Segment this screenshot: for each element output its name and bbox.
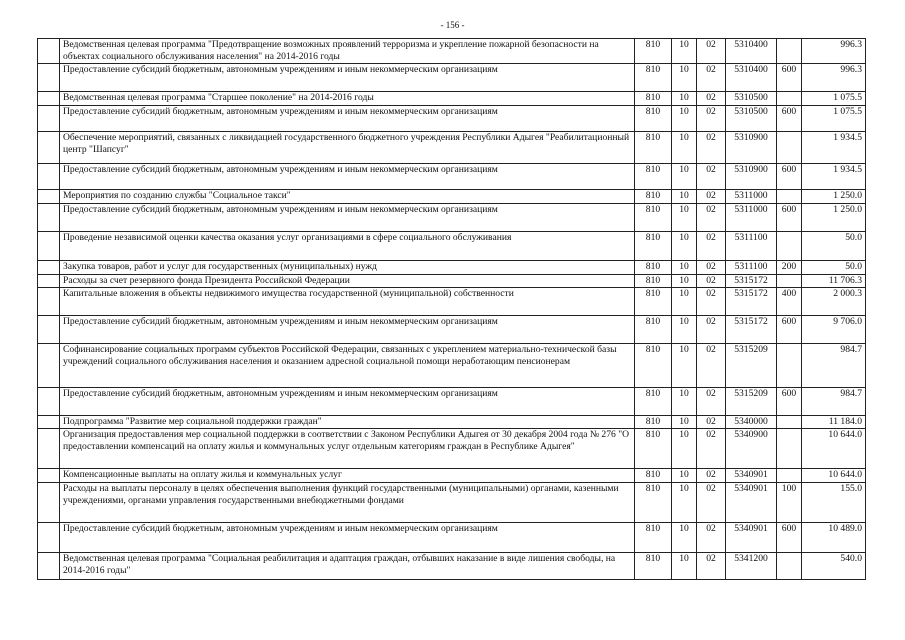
- cell-name: Расходы на выплаты персоналу в целях обеспечения выполнения функций государственными (муниципальными) органами, казенными учреждениями, органами управления государственными внебюджетными фондами: [60, 483, 635, 523]
- cell-name: Обеспечение мероприятий, связанных с ликвидацией государственного бюджетного учреждения Республики Адыгея "Реабилитационный центр "Шапсуг": [60, 132, 635, 164]
- table-row: [38, 523, 866, 553]
- table-row: [38, 164, 866, 190]
- cell-sum: 1 250.0: [802, 204, 866, 232]
- table-row: [38, 39, 866, 64]
- cell-pr: 02: [697, 164, 726, 190]
- table-row: [38, 388, 866, 416]
- row-blank-cell: [38, 190, 60, 204]
- cell-sum: 50.0: [802, 232, 866, 261]
- cell-sum: 1 934.5: [802, 164, 866, 190]
- cell-grbs: 810: [635, 204, 672, 232]
- cell-csr: 5310400: [726, 64, 777, 92]
- row-blank-cell: [38, 106, 60, 132]
- cell-vr: [777, 416, 802, 429]
- row-blank-cell: [38, 344, 60, 388]
- cell-vr: 100: [777, 483, 802, 523]
- cell-vr: [777, 132, 802, 164]
- cell-pr: 02: [697, 344, 726, 388]
- cell-rz: 10: [672, 39, 697, 64]
- cell-pr: 02: [697, 429, 726, 469]
- cell-vr: 200: [777, 261, 802, 275]
- cell-rz: 10: [672, 316, 697, 344]
- cell-name: Капитальные вложения в объекты недвижимого имущества государственной (муниципальной) собственности: [60, 288, 635, 316]
- table-row: [38, 483, 866, 523]
- cell-sum: 1 934.5: [802, 132, 866, 164]
- cell-grbs: 810: [635, 106, 672, 132]
- cell-rz: 10: [672, 416, 697, 429]
- table-row: [38, 92, 866, 106]
- cell-csr: 5340901: [726, 523, 777, 553]
- cell-pr: 02: [697, 388, 726, 416]
- row-blank-cell: [38, 416, 60, 429]
- cell-grbs: 810: [635, 261, 672, 275]
- cell-rz: 10: [672, 288, 697, 316]
- cell-grbs: 810: [635, 553, 672, 580]
- cell-vr: [777, 190, 802, 204]
- row-blank-cell: [38, 275, 60, 288]
- cell-sum: 1 250.0: [802, 190, 866, 204]
- cell-sum: 9 706.0: [802, 316, 866, 344]
- cell-name: Мероприятия по созданию службы "Социальное такси": [60, 190, 635, 204]
- table-row: [38, 190, 866, 204]
- cell-sum: 996.3: [802, 64, 866, 92]
- cell-csr: 5341200: [726, 553, 777, 580]
- cell-name: Предоставление субсидий бюджетным, автономным учреждениям и иным некоммерческим организациям: [60, 106, 635, 132]
- cell-vr: 600: [777, 64, 802, 92]
- cell-sum: 10 644.0: [802, 429, 866, 469]
- budget-table: [37, 38, 866, 580]
- cell-vr: 600: [777, 204, 802, 232]
- cell-rz: 10: [672, 275, 697, 288]
- cell-rz: 10: [672, 92, 697, 106]
- row-blank-cell: [38, 388, 60, 416]
- cell-name: Ведомственная целевая программа "Социальная реабилитация и адаптация граждан, отбывших наказание в виде лишения свободы, на 2014-2016 годы": [60, 553, 635, 580]
- cell-csr: 5315172: [726, 316, 777, 344]
- row-blank-cell: [38, 39, 60, 64]
- cell-rz: 10: [672, 523, 697, 553]
- cell-vr: [777, 429, 802, 469]
- cell-sum: 50.0: [802, 261, 866, 275]
- cell-sum: 996.3: [802, 39, 866, 64]
- cell-name: Закупка товаров, работ и услуг для государственных (муниципальных) нужд: [60, 261, 635, 275]
- cell-name: Предоставление субсидий бюджетным, автономным учреждениям и иным некоммерческим организациям: [60, 64, 635, 92]
- cell-grbs: 810: [635, 232, 672, 261]
- cell-grbs: 810: [635, 416, 672, 429]
- cell-csr: 5340900: [726, 429, 777, 469]
- cell-rz: 10: [672, 469, 697, 483]
- cell-name: Предоставление субсидий бюджетным, автономным учреждениям и иным некоммерческим организациям: [60, 388, 635, 416]
- cell-grbs: 810: [635, 275, 672, 288]
- cell-vr: 600: [777, 316, 802, 344]
- cell-pr: 02: [697, 92, 726, 106]
- cell-grbs: 810: [635, 429, 672, 469]
- cell-grbs: 810: [635, 316, 672, 344]
- cell-pr: 02: [697, 39, 726, 64]
- table-row: [38, 275, 866, 288]
- cell-grbs: 810: [635, 388, 672, 416]
- cell-name: Предоставление субсидий бюджетным, автономным учреждениям и иным некоммерческим организациям: [60, 204, 635, 232]
- cell-pr: 02: [697, 469, 726, 483]
- cell-pr: 02: [697, 132, 726, 164]
- cell-csr: 5310500: [726, 106, 777, 132]
- cell-vr: 400: [777, 288, 802, 316]
- cell-vr: [777, 92, 802, 106]
- row-blank-cell: [38, 288, 60, 316]
- cell-name: Компенсационные выплаты на оплату жилья и коммунальных услуг: [60, 469, 635, 483]
- cell-csr: 5311000: [726, 204, 777, 232]
- cell-pr: 02: [697, 316, 726, 344]
- row-blank-cell: [38, 429, 60, 469]
- cell-csr: 5340901: [726, 483, 777, 523]
- cell-sum: 1 075.5: [802, 92, 866, 106]
- table-row: [38, 469, 866, 483]
- table-row: [38, 132, 866, 164]
- table-row: [38, 204, 866, 232]
- cell-name: Предоставление субсидий бюджетным, автономным учреждениям и иным некоммерческим организациям: [60, 316, 635, 344]
- cell-csr: 5315209: [726, 388, 777, 416]
- row-blank-cell: [38, 469, 60, 483]
- cell-sum: 11 184.0: [802, 416, 866, 429]
- cell-vr: [777, 275, 802, 288]
- cell-sum: 540.0: [802, 553, 866, 580]
- cell-grbs: 810: [635, 190, 672, 204]
- row-blank-cell: [38, 483, 60, 523]
- cell-pr: 02: [697, 275, 726, 288]
- cell-pr: 02: [697, 483, 726, 523]
- cell-grbs: 810: [635, 344, 672, 388]
- cell-csr: 5315209: [726, 344, 777, 388]
- cell-pr: 02: [697, 64, 726, 92]
- row-blank-cell: [38, 232, 60, 261]
- cell-pr: 02: [697, 523, 726, 553]
- cell-rz: 10: [672, 106, 697, 132]
- row-blank-cell: [38, 132, 60, 164]
- cell-name: Подпрограмма "Развитие мер социальной поддержки граждан": [60, 416, 635, 429]
- row-blank-cell: [38, 553, 60, 580]
- cell-rz: 10: [672, 64, 697, 92]
- cell-rz: 10: [672, 190, 697, 204]
- table-row: [38, 416, 866, 429]
- cell-csr: 5311100: [726, 232, 777, 261]
- row-blank-cell: [38, 164, 60, 190]
- cell-vr: [777, 39, 802, 64]
- cell-pr: 02: [697, 106, 726, 132]
- cell-name: Проведение независимой оценки качества оказания услуг организациями в сфере социального обслуживания: [60, 232, 635, 261]
- cell-name: Ведомственная целевая программа "Предотвращение возможных проявлений терроризма и укрепление пожарной безопасности на объектах социального обслуживания населения" на 2014-2016 годы: [60, 39, 635, 64]
- row-blank-cell: [38, 64, 60, 92]
- row-blank-cell: [38, 523, 60, 553]
- cell-pr: 02: [697, 232, 726, 261]
- cell-csr: 5315172: [726, 275, 777, 288]
- table-row: [38, 344, 866, 388]
- cell-rz: 10: [672, 132, 697, 164]
- cell-vr: [777, 344, 802, 388]
- cell-csr: 5310900: [726, 164, 777, 190]
- cell-pr: 02: [697, 288, 726, 316]
- table-row: [38, 106, 866, 132]
- row-blank-cell: [38, 261, 60, 275]
- cell-pr: 02: [697, 553, 726, 580]
- table-row: [38, 429, 866, 469]
- cell-vr: 600: [777, 164, 802, 190]
- cell-rz: 10: [672, 483, 697, 523]
- cell-vr: [777, 553, 802, 580]
- cell-sum: 2 000.3: [802, 288, 866, 316]
- cell-rz: 10: [672, 204, 697, 232]
- cell-name: Предоставление субсидий бюджетным, автономным учреждениям и иным некоммерческим организациям: [60, 523, 635, 553]
- cell-pr: 02: [697, 261, 726, 275]
- cell-grbs: 810: [635, 39, 672, 64]
- cell-rz: 10: [672, 429, 697, 469]
- cell-grbs: 810: [635, 288, 672, 316]
- cell-sum: 10 489.0: [802, 523, 866, 553]
- cell-csr: 5311000: [726, 190, 777, 204]
- cell-rz: 10: [672, 164, 697, 190]
- cell-sum: 155.0: [802, 483, 866, 523]
- cell-rz: 10: [672, 261, 697, 275]
- table-row: [38, 261, 866, 275]
- cell-csr: 5340901: [726, 469, 777, 483]
- cell-rz: 10: [672, 232, 697, 261]
- cell-grbs: 810: [635, 469, 672, 483]
- cell-csr: 5310400: [726, 39, 777, 64]
- row-blank-cell: [38, 316, 60, 344]
- cell-name: Расходы за счет резервного фонда Президента Российской Федерации: [60, 275, 635, 288]
- cell-grbs: 810: [635, 523, 672, 553]
- cell-grbs: 810: [635, 132, 672, 164]
- cell-name: Предоставление субсидий бюджетным, автономным учреждениям и иным некоммерческим организациям: [60, 164, 635, 190]
- table-row: [38, 232, 866, 261]
- cell-csr: 5311100: [726, 261, 777, 275]
- cell-csr: 5315172: [726, 288, 777, 316]
- row-blank-cell: [38, 204, 60, 232]
- cell-rz: 10: [672, 553, 697, 580]
- cell-csr: 5340000: [726, 416, 777, 429]
- cell-pr: 02: [697, 416, 726, 429]
- cell-rz: 10: [672, 344, 697, 388]
- table-row: [38, 64, 866, 92]
- table-row: [38, 553, 866, 580]
- cell-sum: 984.7: [802, 344, 866, 388]
- cell-vr: 600: [777, 523, 802, 553]
- cell-pr: 02: [697, 190, 726, 204]
- cell-vr: [777, 232, 802, 261]
- cell-pr: 02: [697, 204, 726, 232]
- cell-vr: 600: [777, 106, 802, 132]
- cell-csr: 5310900: [726, 132, 777, 164]
- cell-grbs: 810: [635, 164, 672, 190]
- cell-grbs: 810: [635, 64, 672, 92]
- cell-name: Ведомственная целевая программа "Старшее поколение" на 2014-2016 годы: [60, 92, 635, 106]
- table-row: [38, 288, 866, 316]
- cell-sum: 10 644.0: [802, 469, 866, 483]
- cell-sum: 1 075.5: [802, 106, 866, 132]
- cell-rz: 10: [672, 388, 697, 416]
- cell-sum: 984.7: [802, 388, 866, 416]
- page-number: - 156 -: [440, 20, 465, 30]
- cell-name: Организация предоставления мер социальной поддержки в соответствии с Законом Республики Адыгея от 30 декабря 2004 года № 276 "О предоставлении компенсаций на оплату жилья и коммунальных услуг отдельным категориям граждан в Республике Адыгея": [60, 429, 635, 469]
- cell-grbs: 810: [635, 483, 672, 523]
- cell-name: Софинансирование социальных программ субъектов Российской Федерации, связанных с укреплением материально-технической базы учреждений социального обслуживания населения и оказанием адресной социальной помощи неработающим пенсионерам: [60, 344, 635, 388]
- cell-csr: 5310500: [726, 92, 777, 106]
- cell-sum: 11 706.3: [802, 275, 866, 288]
- cell-grbs: 810: [635, 92, 672, 106]
- table-body: [38, 39, 866, 580]
- cell-vr: 600: [777, 388, 802, 416]
- table-row: [38, 316, 866, 344]
- row-blank-cell: [38, 92, 60, 106]
- cell-vr: [777, 469, 802, 483]
